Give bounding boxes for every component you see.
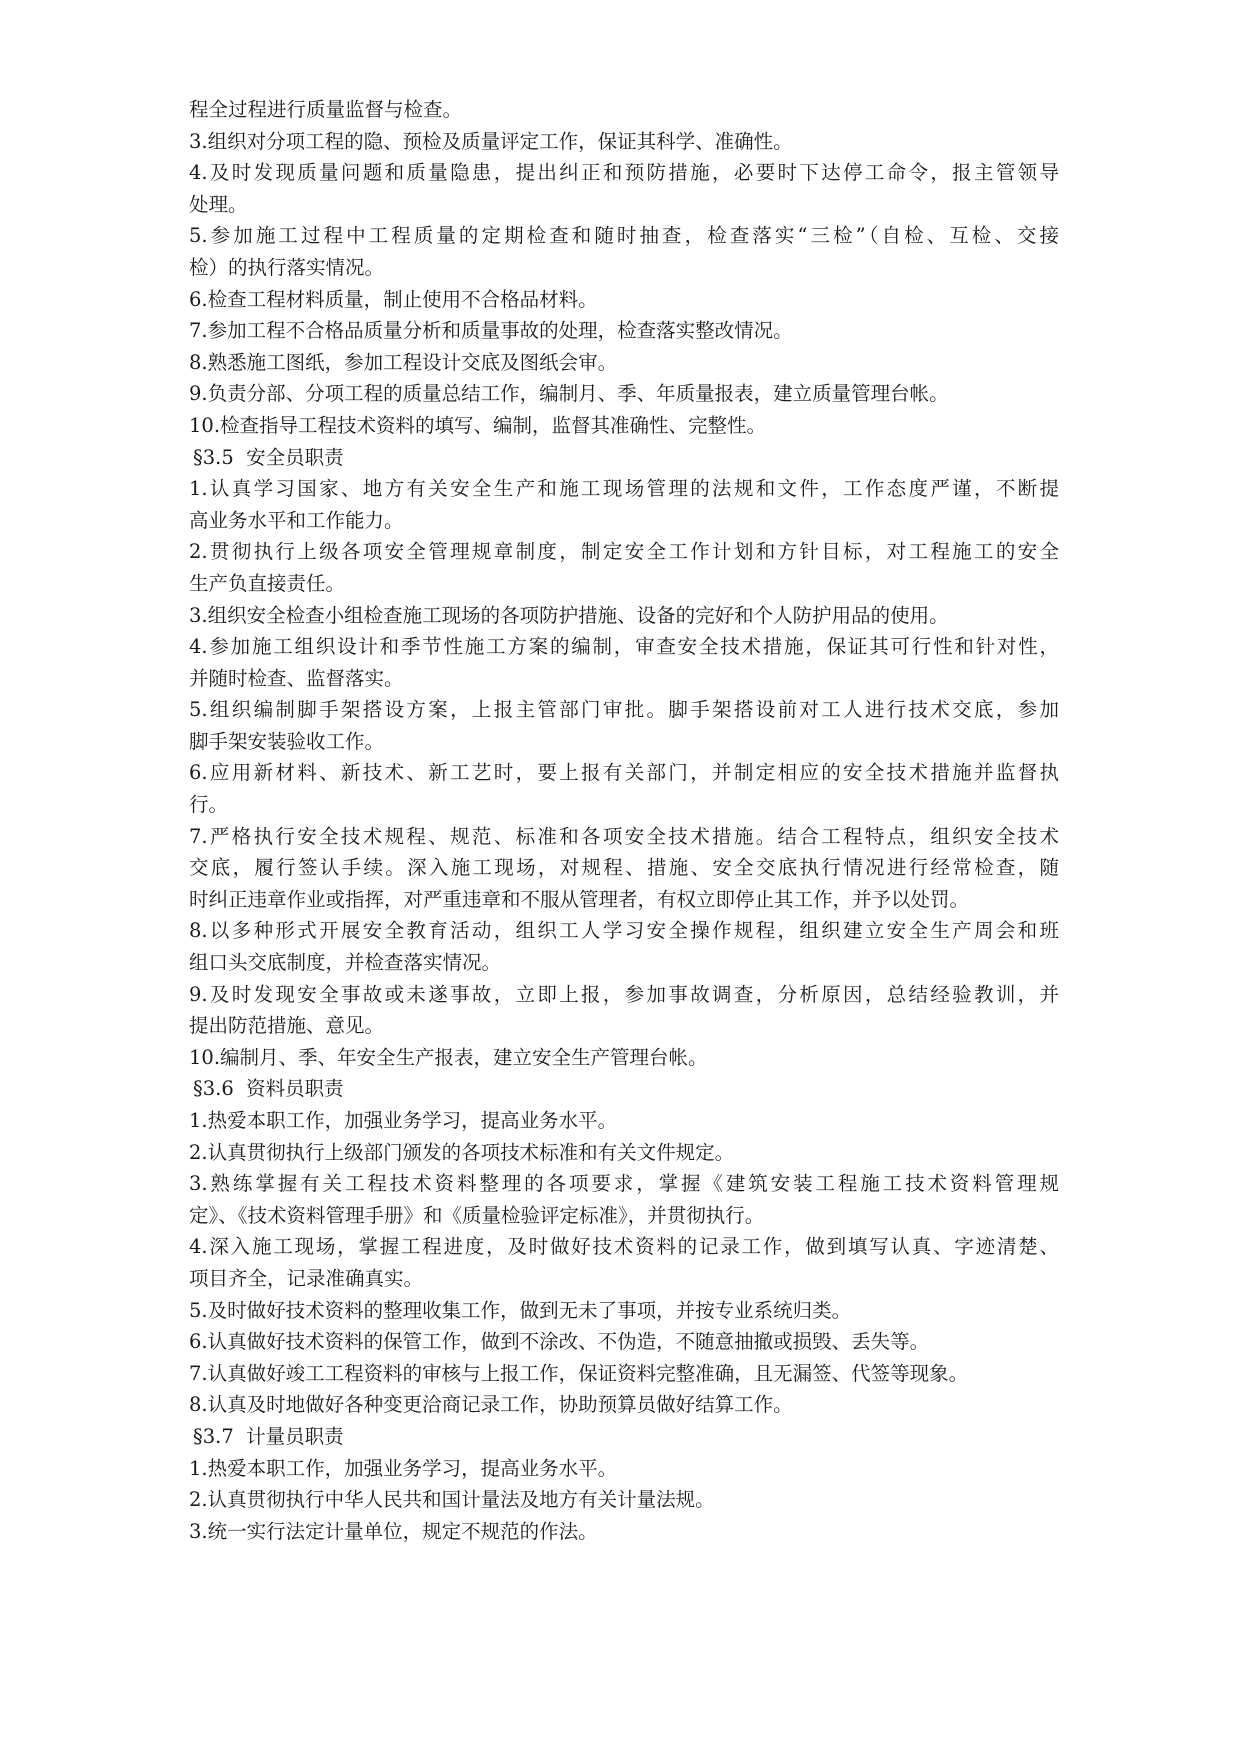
text-line: 9.及时发现安全事故或未遂事故，立即上报，参加事故调查，分析原因，总结经验教训，并 — [189, 982, 1059, 1006]
text-line: 5.组织编制脚手架搭设方案，上报主管部门审批。脚手架搭设前对工人进行技术交底，参加 — [189, 698, 1059, 722]
text-line: 6.应用新材料、新技术、新工艺时，要上报有关部门，并制定相应的安全技术措施并监督执 — [189, 761, 1059, 785]
text-line: 2.认真贯彻执行上级部门颁发的各项技术标准和有关文件规定。 — [189, 1140, 735, 1164]
text-line: 定》、《技术资料管理手册》和《质量检验评定标准》，并贯彻执行。 — [189, 1203, 765, 1227]
text-line: 2.认真贯彻执行中华人民共和国计量法及地方有关计量法规。 — [189, 1488, 715, 1512]
section-heading: §3.5 安全员职责 — [193, 445, 344, 469]
text-line: 生产负直接责任。 — [189, 571, 346, 595]
text-line: 7.严格执行安全技术规程、规范、标准和各项安全技术措施。结合工程特点，组织安全技术 — [189, 824, 1059, 848]
document-page — [189, 94, 1059, 1547]
text-line: 程全过程进行质量监督与检查。 — [189, 98, 463, 121]
text-line: 7.参加工程不合格品质量分析和质量事故的处理，检查落实整改情况。 — [189, 319, 793, 343]
text-line: 3.熟练掌握有关工程技术资料整理的各项要求，掌握《建筑安装工程施工技术资料管理规 — [189, 1172, 1059, 1196]
section-heading: §3.7 计量员职责 — [193, 1424, 344, 1448]
text-line: 6.认真做好技术资料的保管工作，做到不涂改、不伪造，不随意抽撤或损毁、丢失等。 — [189, 1330, 930, 1354]
text-line: 高业务水平和工作能力。 — [189, 508, 404, 532]
text-line: 8.以多种形式开展安全教育活动，组织工人学习安全操作规程，组织建立安全生产周会和班 — [189, 919, 1059, 943]
text-line: 组口头交底制度，并检查落实情况。 — [189, 951, 502, 975]
text-line: 4.及时发现质量问题和质量隐患，提出纠正和预防措施，必要时下达停工命令，报主管领导 — [189, 161, 1059, 185]
text-line: 3.组织安全检查小组检查施工现场的各项防护措施、设备的完好和个人防护用品的使用。 — [189, 603, 949, 627]
text-line: 脚手架安装验收工作。 — [189, 729, 385, 753]
text-line: 行。 — [189, 793, 229, 817]
text-line: 1.认真学习国家、地方有关安全生产和施工现场管理的法规和文件，工作态度严谨，不断提 — [189, 477, 1059, 501]
text-line: 7.认真做好竣工工程资料的审核与上报工作，保证资料完整准确，且无漏签、代签等现象。 — [189, 1361, 969, 1385]
text-line: 8.认真及时地做好各种变更洽商记录工作，协助预算员做好结算工作。 — [189, 1393, 793, 1417]
text-line: 4.参加施工组织设计和季节性施工方案的编制，审查安全技术措施，保证其可行性和针对性， — [189, 635, 1059, 659]
text-line: 时纠正违章作业或指挥，对严重违章和不服从管理者，有权立即停止其工作，并予以处罚。 — [189, 887, 970, 911]
text-line: 1.热爱本职工作，加强业务学习，提高业务水平。 — [189, 1456, 618, 1480]
text-line: 并随时检查、监督落实。 — [189, 666, 404, 690]
text-line: 交底，履行签认手续。深入施工现场，对规程、措施、安全交底执行情况进行经常检查，随 — [189, 856, 1059, 880]
text-line: 1.热爱本职工作，加强业务学习，提高业务水平。 — [189, 1109, 618, 1132]
text-line: 项目齐全，记录准确真实。 — [189, 1266, 424, 1290]
text-line: 2.贯彻执行上级各项安全管理规章制度，制定安全工作计划和方针目标，对工程施工的安全 — [189, 540, 1059, 564]
text-line: 提出防范措施、意见。 — [189, 1014, 385, 1038]
text-line: 5.及时做好技术资料的整理收集工作，做到无未了事项，并按专业系统归类。 — [189, 1298, 852, 1322]
text-line: 5.参加施工过程中工程质量的定期检查和随时抽查，检查落实“三检”（自检、互检、交接 — [189, 224, 1059, 248]
text-line: 处理。 — [189, 192, 248, 216]
text-line: 9.负责分部、分项工程的质量总结工作，编制月、季、年质量报表，建立质量管理台帐。 — [189, 382, 949, 406]
text-line: 3.组织对分项工程的隐、预检及质量评定工作，保证其科学、准确性。 — [189, 129, 793, 153]
text-line: 检）的执行落实情况。 — [189, 255, 385, 279]
text-line: 10.检查指导工程技术资料的填写、编制，监督其准确性、完整性。 — [189, 413, 767, 437]
text-line: 6.检查工程材料质量，制止使用不合格品材料。 — [189, 287, 598, 311]
text-line: 10.编制月、季、年安全生产报表，建立安全生产管理台帐。 — [189, 1045, 708, 1069]
section-heading: §3.6 资料员职责 — [193, 1077, 344, 1101]
text-line: 3.统一实行法定计量单位，规定不规范的作法。 — [189, 1519, 598, 1543]
text-line: 4.深入施工现场，掌握工程进度，及时做好技术资料的记录工作，做到填写认真、字迹清楚、 — [189, 1235, 1059, 1259]
text-line: 8.熟悉施工图纸，参加工程设计交底及图纸会审。 — [189, 350, 618, 374]
